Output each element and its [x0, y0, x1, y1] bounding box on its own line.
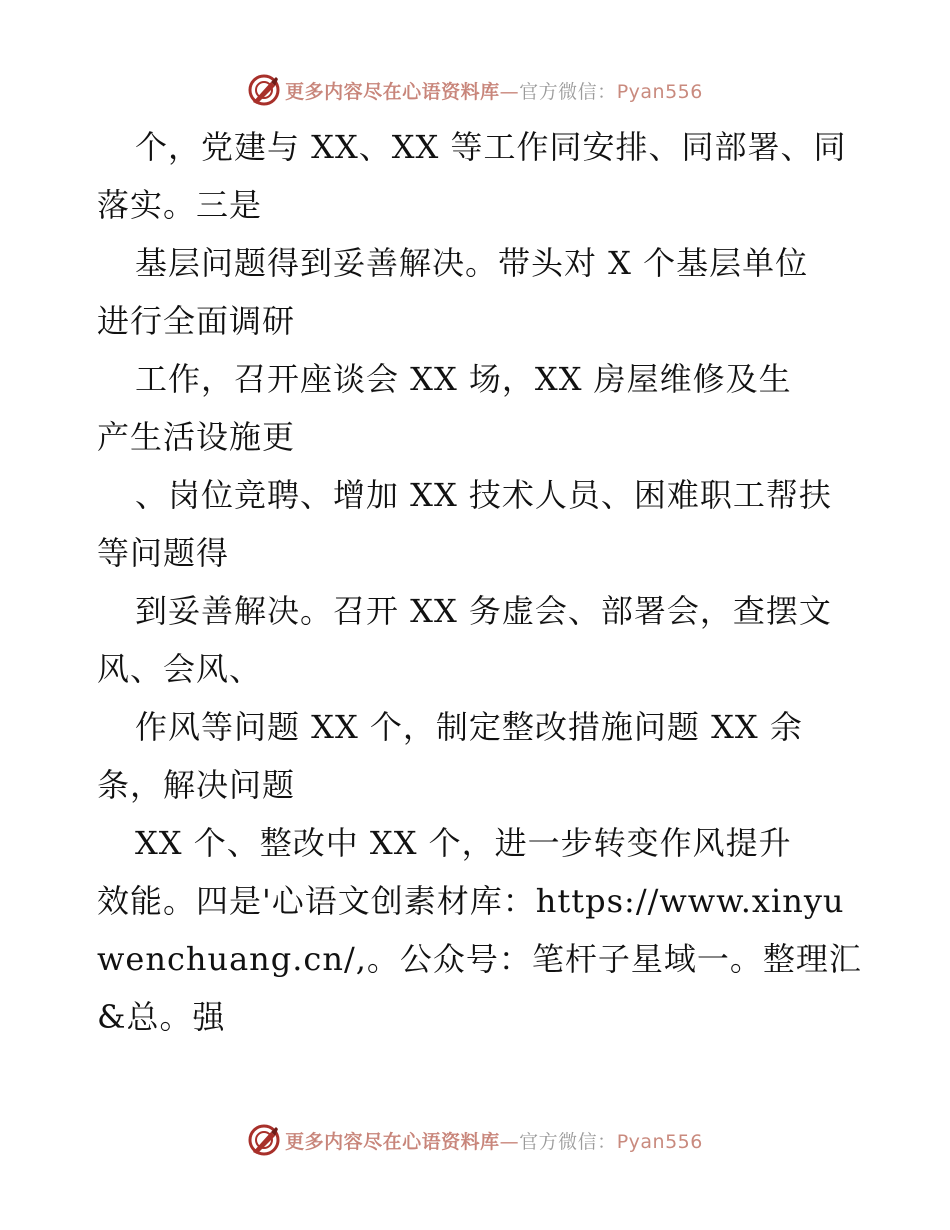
text-line: 基层问题得到妥善解决。带头对 X 个基层单位 [135, 244, 809, 282]
text-line: 落实。三是 [97, 186, 263, 224]
text-line: 、岗位竞聘、增加 XX 技术人员、困难职工帮扶 [135, 476, 832, 514]
watermark-dash: — [499, 80, 520, 103]
header-watermark [0, 70, 950, 110]
watermark-id: Pyan556 [616, 1130, 703, 1153]
text-line: 个，党建与 XX、XX 等工作同安排、同部署、同 [135, 128, 847, 166]
watermark-dash: — [499, 1130, 520, 1153]
watermark-main: 更多内容尽在心语资料库 [285, 80, 500, 103]
footer-watermark [0, 1120, 950, 1160]
text-line: XX 个、整改中 XX 个，进一步转变作风提升 [135, 824, 792, 862]
pen-logo-icon [247, 73, 281, 107]
text-line: wenchuang.cn/,。公众号：笔杆子星域一。整理汇 [97, 940, 862, 978]
text-line: 作风等问题 XX 个，制定整改措施问题 XX 余 [135, 708, 803, 746]
pen-logo-icon [247, 1123, 281, 1157]
text-line: 等问题得 [97, 534, 230, 572]
watermark-text [285, 77, 703, 104]
text-line: 风、会风、 [97, 650, 263, 688]
watermark-id: Pyan556 [616, 80, 703, 103]
text-line: &总。强 [97, 998, 226, 1036]
watermark-text [285, 1127, 703, 1154]
text-line: 工作，召开座谈会 XX 场，XX 房屋维修及生 [135, 360, 792, 398]
text-line: 进行全面调研 [97, 302, 296, 340]
text-line: 效能。四是'心语文创素材库：https://www.xinyu [97, 882, 845, 920]
text-line: 产生活设施更 [97, 418, 296, 456]
watermark-label: 官方微信： [519, 80, 617, 103]
text-line: 条，解决问题 [97, 766, 296, 804]
watermark-main: 更多内容尽在心语资料库 [285, 1130, 500, 1153]
document-body [97, 118, 862, 1046]
watermark-label: 官方微信： [519, 1130, 617, 1153]
text-line: 到妥善解决。召开 XX 务虚会、部署会，查摆文 [135, 592, 832, 630]
